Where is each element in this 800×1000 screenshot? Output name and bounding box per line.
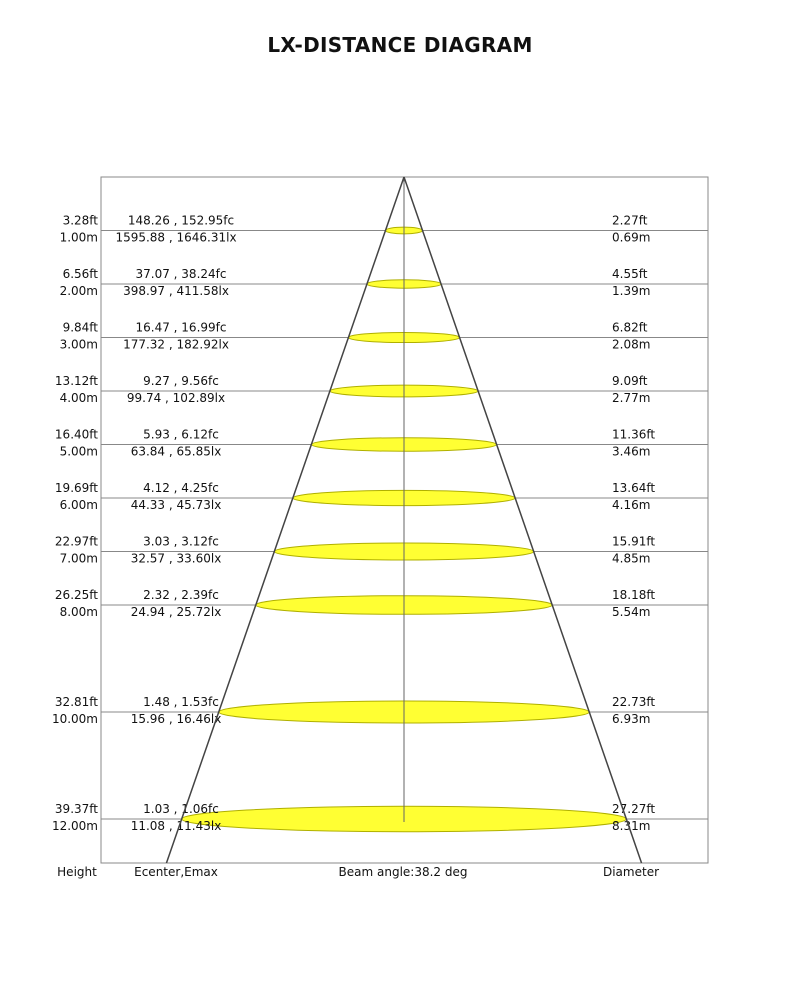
diameter-m-label: 5.54m <box>612 605 651 619</box>
height-m-label: 3.00m <box>59 337 98 352</box>
height-ft-label: 32.81ft <box>54 695 98 709</box>
height-ft-label: 13.12ft <box>54 374 98 388</box>
diameter-ft-label: 6.82ft <box>612 320 648 335</box>
illuminance-lx-label: 99.74 , 102.89lx <box>126 391 226 405</box>
height-ft-label: 22.97ft <box>54 534 98 549</box>
illuminance-fc-label: 1.03 , 1.06fc <box>143 802 219 816</box>
illuminance-fc-label: 16.47 , 16.99fc <box>135 320 227 335</box>
diameter-ft-label: 15.91ft <box>612 534 656 549</box>
illuminance-fc-label: 37.07 , 38.24fc <box>135 267 227 281</box>
diameter-ft-label: 9.09ft <box>612 374 648 388</box>
illuminance-fc-label: 4.12 , 4.25fc <box>143 481 219 495</box>
beam-angle-label: Beam angle:38.2 deg <box>338 865 468 879</box>
height-ft-label: 39.37ft <box>54 802 98 816</box>
height-m-label: 10.00m <box>51 712 98 726</box>
diameter-m-label: 8.31m <box>612 819 651 833</box>
illuminance-lx-label: 398.97 , 411.58lx <box>123 284 229 298</box>
illuminance-column-label: Ecenter,Emax <box>134 865 218 879</box>
diameter-ft-label: 11.36ft <box>612 427 656 442</box>
illuminance-fc-label: 2.32 , 2.39fc <box>143 588 219 602</box>
diameter-m-label: 2.77m <box>612 391 651 405</box>
illuminance-lx-label: 177.32 , 182.92lx <box>123 337 229 352</box>
diameter-m-label: 4.85m <box>612 551 651 566</box>
height-m-label: 12.00m <box>51 819 98 833</box>
diagram-title: LX-DISTANCE DIAGRAM <box>267 33 533 57</box>
height-ft-label: 26.25ft <box>54 588 98 602</box>
diameter-ft-label: 13.64ft <box>612 481 656 495</box>
illuminance-lx-label: 15.96 , 16.46lx <box>130 712 222 726</box>
height-column-label: Height <box>57 865 97 879</box>
beam-cone-right-edge <box>404 177 642 863</box>
illuminance-fc-label: 148.26 , 152.95fc <box>127 213 235 228</box>
illuminance-fc-label: 3.03 , 3.12fc <box>143 534 219 549</box>
height-ft-label: 19.69ft <box>54 481 98 495</box>
height-ft-label: 3.28ft <box>62 213 98 228</box>
distance-rows <box>52 214 708 834</box>
diameter-m-label: 1.39m <box>612 284 651 298</box>
height-m-label: 7.00m <box>59 551 98 566</box>
illuminance-lx-label: 44.33 , 45.73lx <box>130 498 222 512</box>
height-ft-label: 9.84ft <box>62 320 98 335</box>
height-ft-label: 16.40ft <box>54 427 98 442</box>
diameter-m-label: 6.93m <box>612 712 651 726</box>
diameter-ft-label: 2.27ft <box>612 213 648 228</box>
diameter-column-label: Diameter <box>602 865 660 879</box>
diameter-m-label: 4.16m <box>612 498 651 512</box>
illuminance-lx-label: 32.57 , 33.60lx <box>130 551 222 566</box>
height-m-label: 5.00m <box>59 444 98 459</box>
diameter-ft-label: 22.73ft <box>612 695 656 709</box>
height-m-label: 8.00m <box>59 605 98 619</box>
height-m-label: 2.00m <box>59 284 98 298</box>
illuminance-lx-label: 11.08 , 11.43lx <box>130 819 222 833</box>
height-m-label: 4.00m <box>59 391 98 405</box>
diameter-m-label: 0.69m <box>612 230 651 245</box>
height-m-label: 1.00m <box>59 230 98 245</box>
height-ft-label: 6.56ft <box>62 267 98 281</box>
illuminance-lx-label: 24.94 , 25.72lx <box>130 605 222 619</box>
diameter-ft-label: 18.18ft <box>612 588 656 602</box>
illuminance-lx-label: 1595.88 , 1646.31lx <box>115 230 237 245</box>
illuminance-fc-label: 9.27 , 9.56fc <box>143 374 219 388</box>
illuminance-fc-label: 5.93 , 6.12fc <box>143 427 219 442</box>
height-m-label: 6.00m <box>59 498 98 512</box>
illuminance-fc-label: 1.48 , 1.53fc <box>143 695 219 709</box>
diameter-ft-label: 4.55ft <box>612 267 648 281</box>
diameter-ft-label: 27.27ft <box>612 802 656 816</box>
illuminance-lx-label: 63.84 , 65.85lx <box>130 444 222 459</box>
diameter-m-label: 2.08m <box>612 337 651 352</box>
diameter-m-label: 3.46m <box>612 444 651 459</box>
